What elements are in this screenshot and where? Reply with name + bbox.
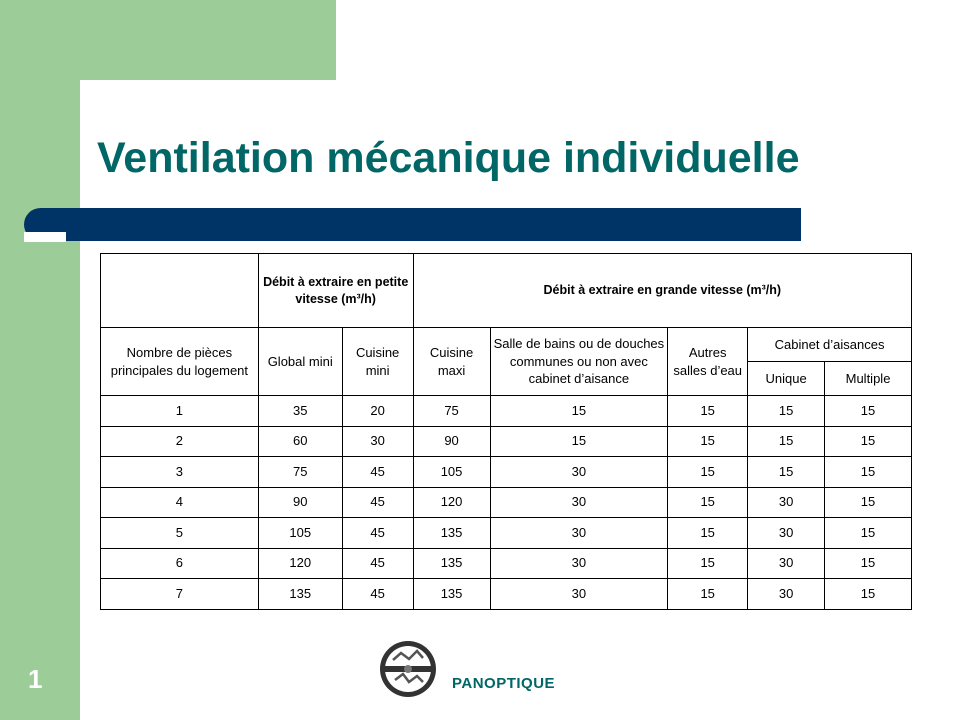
table-cell: 5 [101, 518, 259, 549]
table-cell: 15 [668, 518, 748, 549]
table-cell: 75 [413, 396, 490, 427]
table-cell: 35 [258, 396, 342, 427]
table-row [101, 457, 912, 488]
table-cell: 30 [490, 457, 668, 488]
bathroom-header: Salle de bains ou de douches communes ou non avec cabinet d’aisance [490, 328, 668, 396]
table-cell: 120 [258, 548, 342, 579]
kitchen-max-header: Cuisine maxi [413, 328, 490, 396]
table-cell: 15 [668, 426, 748, 457]
table-cell: 45 [342, 487, 413, 518]
table-cell: 30 [748, 487, 825, 518]
title-underline-bar [24, 208, 801, 241]
table-row [101, 548, 912, 579]
table-cell: 15 [825, 579, 912, 610]
table-cell: 3 [101, 457, 259, 488]
brand-name: PANOPTIQUE [452, 675, 556, 692]
table-cell: 2 [101, 426, 259, 457]
table-cell: 30 [490, 518, 668, 549]
top-green-block [0, 0, 336, 80]
table-cell: 135 [258, 579, 342, 610]
table-cell: 30 [748, 518, 825, 549]
table-cell: 15 [825, 548, 912, 579]
table-row [101, 396, 912, 427]
table-cell: 45 [342, 548, 413, 579]
table-cell: 15 [825, 518, 912, 549]
table-row [101, 487, 912, 518]
table-subheader-row [101, 328, 912, 362]
page-number: 1 [28, 664, 43, 694]
empty-corner-cell [101, 254, 259, 328]
table-cell: 105 [258, 518, 342, 549]
table-cell: 15 [668, 457, 748, 488]
table-cell: 15 [490, 396, 668, 427]
slide-title: Ventilation mécanique individuelle [97, 134, 800, 182]
table-cell: 45 [342, 457, 413, 488]
table-cell: 30 [342, 426, 413, 457]
table-cell: 7 [101, 579, 259, 610]
table-cell: 60 [258, 426, 342, 457]
table-cell: 105 [413, 457, 490, 488]
table-cell: 15 [825, 457, 912, 488]
table-cell: 45 [342, 579, 413, 610]
table-cell: 90 [413, 426, 490, 457]
table-header-row [101, 254, 912, 328]
table-cell: 15 [748, 396, 825, 427]
low-speed-header: Débit à extraire en petite vitesse (m³/h) [258, 254, 413, 328]
table-cell: 15 [490, 426, 668, 457]
table-cell: 15 [825, 426, 912, 457]
high-speed-header: Débit à extraire en grande vitesse (m³/h) [413, 254, 911, 328]
table-cell: 30 [490, 548, 668, 579]
single-toilet-header: Unique [748, 362, 825, 396]
table-cell: 15 [748, 426, 825, 457]
rooms-column-header: Nombre de pièces principales du logement [101, 328, 259, 396]
table-cell: 90 [258, 487, 342, 518]
table-cell: 135 [413, 579, 490, 610]
ventilation-table [100, 253, 912, 610]
table-cell: 15 [668, 396, 748, 427]
table-cell: 15 [668, 579, 748, 610]
kitchen-min-header: Cuisine mini [342, 328, 413, 396]
table-cell: 30 [748, 548, 825, 579]
table-cell: 135 [413, 548, 490, 579]
table-row [101, 518, 912, 549]
table-row [101, 579, 912, 610]
left-green-bar [0, 0, 80, 720]
other-rooms-header: Autres salles d’eau [668, 328, 748, 396]
table-cell: 1 [101, 396, 259, 427]
table-cell: 45 [342, 518, 413, 549]
table-cell: 6 [101, 548, 259, 579]
table-cell: 20 [342, 396, 413, 427]
table-cell: 75 [258, 457, 342, 488]
table-cell: 30 [490, 579, 668, 610]
multiple-toilet-header: Multiple [825, 362, 912, 396]
table-cell: 15 [748, 457, 825, 488]
table-cell: 15 [825, 487, 912, 518]
toilets-header: Cabinet d’aisances [748, 328, 912, 362]
underline-notch [24, 232, 66, 242]
table-cell: 15 [668, 487, 748, 518]
table-cell: 120 [413, 487, 490, 518]
panoptique-logo [379, 640, 437, 698]
table-cell: 4 [101, 487, 259, 518]
table-row [101, 426, 912, 457]
table-cell: 135 [413, 518, 490, 549]
table-cell: 15 [825, 396, 912, 427]
table-cell: 30 [748, 579, 825, 610]
table-cell: 15 [668, 548, 748, 579]
table-cell: 30 [490, 487, 668, 518]
global-min-header: Global mini [258, 328, 342, 396]
